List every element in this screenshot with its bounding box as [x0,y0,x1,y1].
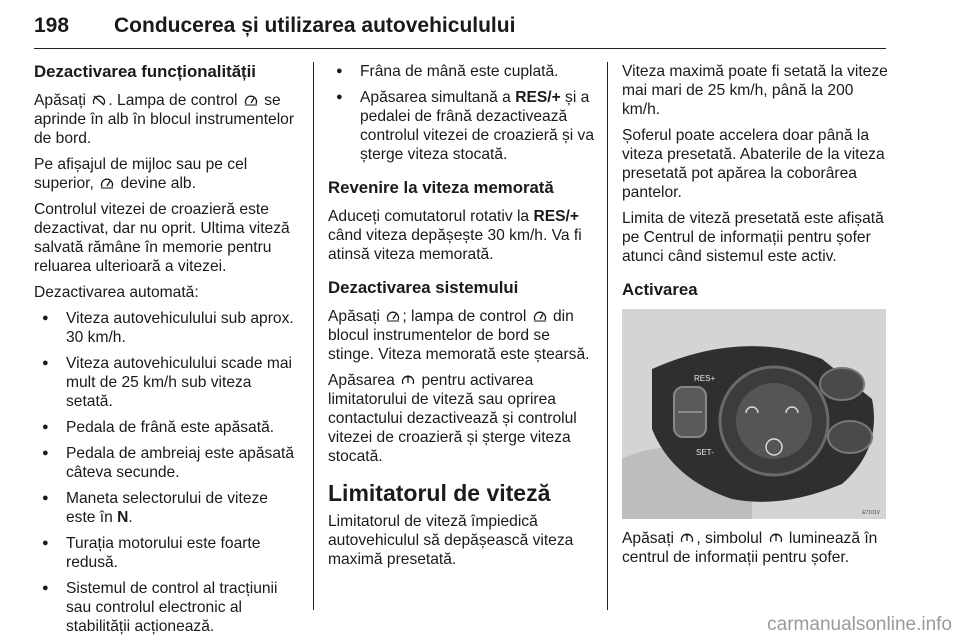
page-number: 198 [34,14,70,37]
paragraph [34,155,300,193]
text: Aduceți comutatorul rotativ la [328,208,530,225]
text: și a pedalei de frână dezactivează controlul vitezei de croazieră și va șterge viteza stocată. [360,89,595,163]
paragraph [34,91,300,148]
bullet-list [328,62,596,164]
list-item: ● Pedala de ambreiaj este apăsată câteva secunde. [34,444,300,482]
cruise-control-icon [244,94,258,106]
section-heading-deactivation: Dezactivarea funcționalității [34,62,256,81]
mode-button [820,368,864,400]
watermark: carmanualsonline.info [767,614,952,635]
bold-text: RES/+ [515,89,561,106]
list-item: ● Viteza autovehiculului scade mai mult de 25 km/h sub viteza setată. [34,354,300,411]
bold-text: RES/+ [533,208,579,225]
text: din blocul instrumentelor de bord se stinge. Viteza memorată este ștearsă. [328,308,590,363]
paragraph: Șoferul poate accelera doar până la viteza presetată. Abaterile de la viteza presetată pot apărea la coborârea pantelor. [622,127,885,201]
text: ; lampa de control [402,308,527,325]
text: pentru activarea limitatorului de viteză sau oprirea contactului dezactivează și controlul vitezei de croazieră și șterge viteza stocată. [328,372,577,465]
cancel-button [828,421,872,453]
list-item [34,489,300,527]
photo-code: E7101V [862,510,880,516]
list-item: ● Sistemul de control al tracțiunii sau controlul electronic al stabilității acționează. [34,579,300,636]
list-item: ● Frâna de mână este cuplată. [328,62,596,81]
bullet-list [34,309,300,636]
column-left [34,62,300,643]
cruise-cancel-icon [92,94,106,106]
paragraph: Limitatorul de viteză împiedică autovehiculul să depășească viteza maximă presetată. [328,513,574,568]
text: Apăsarea [328,372,395,389]
list-item: ● Viteza autovehiculului sub aprox. 30 km/h. [34,309,300,347]
text: Apăsați [34,92,87,109]
section-heading-activation: Activarea [622,280,698,299]
paragraph: Controlul vitezei de croazieră este dezactivat, dar nu oprit. Ultima viteză salvată rămâne în memorie pentru reluarea ulterioară a vitezei. [34,201,290,275]
column-middle [328,62,596,576]
list-item: ● Pedala de frână este apăsată. [34,418,300,437]
text: Apăsați [328,308,381,325]
paragraph [328,207,596,264]
text: luminează în centrul de informații pentru șofer. [622,530,878,566]
steering-wheel-illustration [622,309,886,519]
section-heading-speed-limiter: Limitatorul de viteză [328,480,551,506]
paragraph: Limita de viteză presetată este afișată pe Centrul de informații pentru șofer atunci când sistemul este activ. [622,210,884,265]
section-heading-system-off: Dezactivarea sistemului [328,278,519,297]
column-divider [313,62,314,610]
res-label: RES+ [694,374,716,383]
column-right [622,62,888,574]
speed-limiter-icon [769,532,783,544]
text: Apăsarea simultană a [360,89,511,106]
text: . Lampa de control [108,92,238,109]
paragraph: Viteza maximă poate fi setată la viteze mai mari de 25 km/h, până la 200 km/h. [622,63,888,118]
set-label: SET- [696,448,714,457]
speed-limiter-icon [401,374,415,386]
paragraph [328,371,596,466]
paragraph [622,529,888,567]
text: Maneta selectorului de viteze este în [66,490,268,526]
bold-text: N [117,509,129,526]
steering-wheel-controls-photo [622,309,886,519]
column-divider [607,62,608,610]
speed-limiter-icon [680,532,694,544]
text: se aprinde în alb în blocul instrumentelor de bord. [34,92,295,147]
text: devine alb. [120,175,196,192]
cruise-control-icon [386,310,400,322]
paragraph [328,307,596,364]
paragraph: Dezactivarea automată: [34,284,199,301]
rotary-center [736,383,812,459]
text: când viteza depășește 30 km/h. Va fi atinsă viteza memorată. [328,227,582,263]
text: Pe afișajul de mijloc sau pe cel superior, [34,156,248,192]
text: Apăsați [622,530,675,547]
list-item: ● Turația motorului este foarte redusă. [34,534,300,572]
page-header [34,14,886,54]
list-item [328,88,596,164]
cruise-control-icon [533,310,547,322]
section-heading-resume: Revenire la viteza memorată [328,178,554,197]
text: . [128,509,133,526]
chapter-title: Conducerea și utilizarea autovehiculului [114,14,516,37]
text: , simbolul [696,530,763,547]
cruise-control-icon [100,177,114,189]
header-rule [34,48,886,49]
